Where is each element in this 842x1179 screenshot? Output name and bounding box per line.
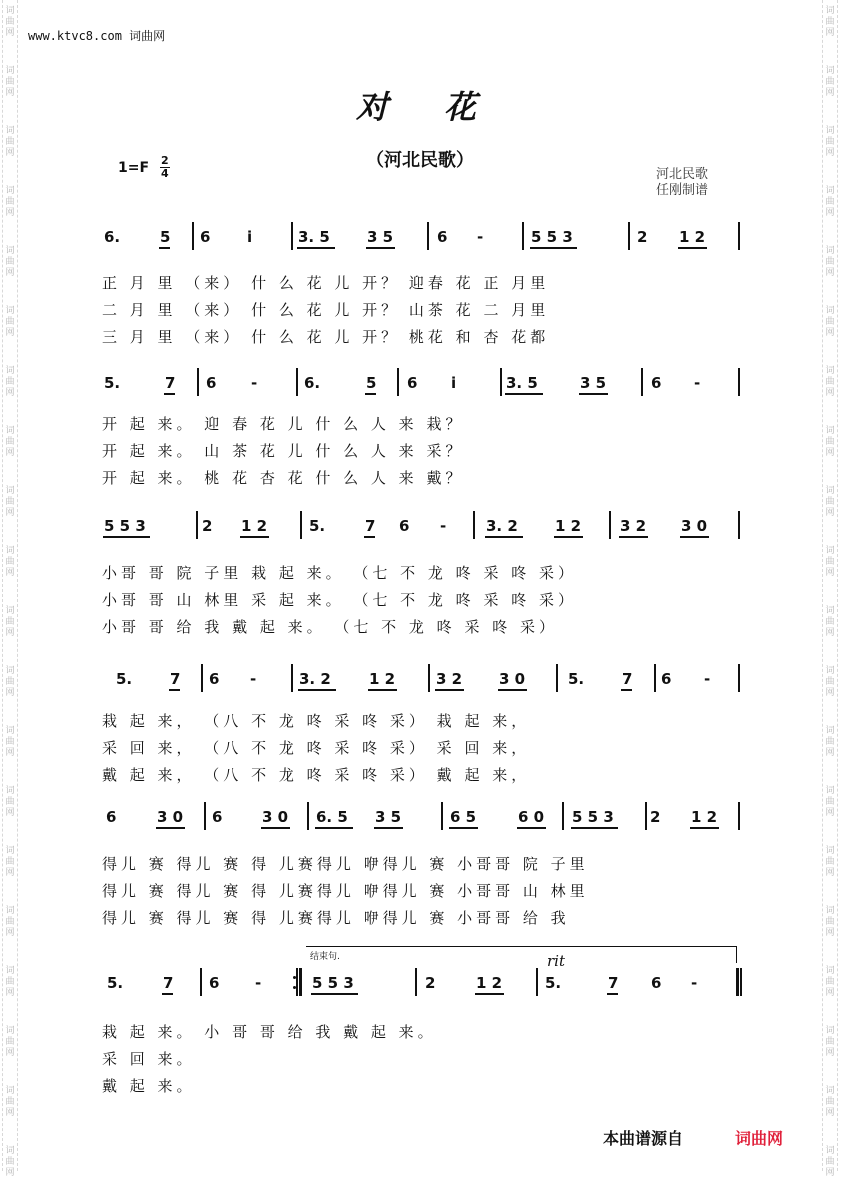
note-group: 6 — [407, 374, 418, 392]
note-group: 3 2 — [436, 670, 463, 688]
bar-line — [415, 968, 417, 996]
note-group: 6 — [206, 374, 217, 392]
lyric-line: 采 回 来， （八 不 龙 咚 采 咚 采） 采 回 来， — [102, 739, 531, 757]
note-group: 6 — [651, 974, 662, 992]
note-group: 6. — [104, 228, 121, 246]
note-group: - — [477, 228, 484, 246]
note-group: 7 — [608, 974, 619, 992]
watermark-glyphs: 词 曲 网 — [825, 846, 835, 878]
ritardando-mark: rit — [547, 952, 565, 970]
note-group: - — [440, 517, 447, 535]
watermark-glyphs: 词 曲 网 — [825, 726, 835, 758]
watermark-glyphs: 词 曲 网 — [825, 1026, 835, 1058]
time-signature-top: 2 — [161, 154, 169, 167]
note-group: 3. 2 — [299, 670, 331, 688]
note-group: 6 — [106, 808, 117, 826]
note-group: 5 5 3 — [104, 517, 146, 535]
note-group: 1 2 — [691, 808, 718, 826]
note-group: 5 — [160, 228, 171, 246]
note-group: 1 2 — [555, 517, 582, 535]
watermark-glyphs: 词 曲 网 — [5, 426, 15, 458]
beam-underline — [156, 827, 185, 829]
bar-line — [291, 222, 293, 250]
note-group: 5 — [366, 374, 377, 392]
note-group: 7 — [170, 670, 181, 688]
lyric-line: 戴 起 来， （八 不 龙 咚 采 咚 采） 戴 起 来， — [102, 766, 531, 784]
beam-underline — [311, 993, 358, 995]
eighth-underline — [621, 689, 632, 691]
watermark-glyphs: 词 曲 网 — [825, 666, 835, 698]
beam-underline — [517, 827, 546, 829]
note-group: 6 — [399, 517, 410, 535]
bar-line — [522, 222, 524, 250]
bar-line — [645, 802, 647, 830]
bar-line — [473, 511, 475, 539]
credit-arranger: 任刚制谱 — [656, 183, 709, 198]
bar-line — [296, 968, 298, 996]
site-url: www.ktvc8.com 词曲网 — [28, 29, 166, 43]
ending-label: 结束句. — [310, 952, 340, 962]
right-watermark-strip — [822, 0, 838, 1178]
beam-underline — [297, 247, 335, 249]
bar-line — [738, 664, 740, 692]
watermark-glyphs: 词 曲 网 — [5, 1146, 15, 1178]
note-group: 6 — [661, 670, 672, 688]
bar-line — [204, 802, 206, 830]
watermark-glyphs: 词 曲 网 — [5, 606, 15, 638]
note-group: 7 — [622, 670, 633, 688]
note-group: - — [691, 974, 698, 992]
note-group: 5. — [107, 974, 124, 992]
beam-underline — [103, 536, 150, 538]
watermark-glyphs: 词 曲 网 — [5, 966, 15, 998]
beam-underline — [498, 689, 527, 691]
lyric-line: 开 起 来。 迎 春 花 儿 什 么 人 来 栽？ — [102, 415, 465, 433]
bar-line — [536, 968, 538, 996]
bar-line — [427, 222, 429, 250]
watermark-glyphs: 词 曲 网 — [5, 846, 15, 878]
watermark-glyphs: 词 曲 网 — [5, 786, 15, 818]
bar-line — [654, 664, 656, 692]
footer-source — [603, 1126, 783, 1149]
note-group: 1 2 — [241, 517, 268, 535]
watermark-glyphs: 词 曲 网 — [5, 306, 15, 338]
time-signature-bottom: 4 — [161, 167, 169, 180]
eighth-underline — [607, 993, 618, 995]
note-group: 5. — [104, 374, 121, 392]
watermark-glyphs: 词 曲 网 — [825, 486, 835, 518]
ending-bracket — [306, 946, 737, 963]
watermark-glyphs: 词 曲 网 — [5, 366, 15, 398]
watermark-glyphs: 词 曲 网 — [825, 546, 835, 578]
note-group: 3 5 — [367, 228, 394, 246]
final-bar-thick — [736, 968, 739, 996]
note-group: 5. — [309, 517, 326, 535]
beam-underline — [571, 827, 618, 829]
watermark-glyphs: 词 曲 网 — [825, 906, 835, 938]
note-group: 5. — [545, 974, 562, 992]
time-signature — [160, 155, 170, 180]
watermark-glyphs: 词 曲 网 — [825, 366, 835, 398]
note-group: 3 0 — [157, 808, 184, 826]
note-group: 5 5 3 — [531, 228, 573, 246]
eighth-underline — [365, 393, 376, 395]
beam-underline — [240, 536, 269, 538]
beam-underline — [579, 393, 608, 395]
repeat-dot — [293, 986, 296, 989]
note-group: - — [704, 670, 711, 688]
beam-underline — [554, 536, 583, 538]
watermark-glyphs: 词 曲 网 — [825, 426, 835, 458]
bar-line — [500, 368, 502, 396]
bar-line — [609, 511, 611, 539]
lyric-line: 栽 起 来。 小 哥 哥 给 我 戴 起 来。 — [102, 1023, 437, 1041]
bar-line — [738, 802, 740, 830]
watermark-glyphs: 词 曲 网 — [825, 186, 835, 218]
watermark-glyphs: 词 曲 网 — [5, 666, 15, 698]
bar-line — [428, 664, 430, 692]
bar-line — [738, 511, 740, 539]
beam-underline — [485, 536, 523, 538]
note-group: 5. — [116, 670, 133, 688]
song-title: 对花 — [356, 88, 533, 126]
watermark-glyphs: 词 曲 网 — [5, 1026, 15, 1058]
lyric-line: 得儿 赛 得儿 赛 得 儿赛得儿 咿得儿 赛 小哥哥 山 林里 — [102, 882, 589, 900]
lyric-line: 小哥 哥 给 我 戴 起 来。 （七 不 龙 咚 采 咚 采） — [102, 618, 558, 636]
note-group: 2 — [202, 517, 213, 535]
repeat-bar — [299, 968, 302, 996]
footer-brand: 词曲网 — [735, 1129, 784, 1148]
beam-underline — [530, 247, 577, 249]
footer-label: 本曲谱源自 — [603, 1129, 684, 1148]
note-group: 6 — [209, 670, 220, 688]
note-group: - — [694, 374, 701, 392]
note-group: - — [251, 374, 258, 392]
bar-line — [196, 511, 198, 539]
bar-line — [201, 664, 203, 692]
note-group: 2 — [637, 228, 648, 246]
bar-line — [562, 802, 564, 830]
lyric-line: 得儿 赛 得儿 赛 得 儿赛得儿 咿得儿 赛 小哥哥 给 我 — [102, 909, 570, 927]
note-group: 1 2 — [476, 974, 503, 992]
watermark-glyphs: 词 曲 网 — [825, 966, 835, 998]
note-group: 6 0 — [518, 808, 545, 826]
watermark-glyphs: 词 曲 网 — [5, 1086, 15, 1118]
eighth-underline — [169, 689, 180, 691]
watermark-glyphs: 词 曲 网 — [825, 306, 835, 338]
note-group: 3 5 — [375, 808, 402, 826]
lyric-line: 开 起 来。 山 茶 花 儿 什 么 人 来 采？ — [102, 442, 465, 460]
bar-line — [296, 368, 298, 396]
watermark-glyphs: 词 曲 网 — [5, 546, 15, 578]
key-signature: 1=F — [118, 160, 150, 176]
bar-line — [291, 664, 293, 692]
left-watermark-strip — [2, 0, 18, 1178]
watermark-glyphs: 词 曲 网 — [5, 126, 15, 158]
beam-underline — [368, 689, 397, 691]
watermark-glyphs: 词 曲 网 — [825, 6, 835, 38]
note-group: 3 2 — [620, 517, 647, 535]
beam-underline — [366, 247, 395, 249]
lyric-line: 正 月 里 （来） 什 么 花 儿 开？ 迎春 花 正 月里 — [102, 274, 550, 292]
beam-underline — [690, 827, 719, 829]
watermark-glyphs: 词 曲 网 — [5, 726, 15, 758]
bar-line — [441, 802, 443, 830]
watermark-glyphs: 词 曲 网 — [825, 246, 835, 278]
note-group: 2 — [425, 974, 436, 992]
lyric-line: 采 回 来。 — [102, 1050, 196, 1068]
bar-line — [192, 222, 194, 250]
bar-line — [556, 664, 558, 692]
song-subtitle: （河北民歌） — [366, 150, 474, 171]
watermark-glyphs: 词 曲 网 — [825, 66, 835, 98]
lyric-line: 二 月 里 （来） 什 么 花 儿 开？ 山茶 花 二 月里 — [102, 301, 550, 319]
note-group: 1 2 — [679, 228, 706, 246]
credit-origin: 河北民歌 — [656, 167, 709, 182]
note-group: 3. 5 — [298, 228, 330, 246]
bar-line — [197, 368, 199, 396]
watermark-glyphs: 词 曲 网 — [825, 786, 835, 818]
bar-line — [738, 368, 740, 396]
eighth-underline — [162, 993, 173, 995]
beam-underline — [435, 689, 464, 691]
watermark-glyphs: 词 曲 网 — [5, 246, 15, 278]
beam-underline — [505, 393, 543, 395]
note-group: 7 — [365, 517, 376, 535]
watermark-glyphs: 词 曲 网 — [5, 66, 15, 98]
lyric-line: 三 月 里 （来） 什 么 花 儿 开？ 桃花 和 杏 花都 — [102, 328, 550, 346]
note-group: - — [250, 670, 257, 688]
beam-underline — [619, 536, 648, 538]
note-group: 6. 5 — [316, 808, 348, 826]
watermark-glyphs: 词 曲 网 — [5, 186, 15, 218]
note-group: 3 0 — [262, 808, 289, 826]
note-group: 3 0 — [681, 517, 708, 535]
watermark-glyphs: 词 曲 网 — [825, 606, 835, 638]
note-group: 3 5 — [580, 374, 607, 392]
bar-line — [300, 511, 302, 539]
repeat-dot — [293, 976, 296, 979]
beam-underline — [298, 689, 336, 691]
watermark-glyphs: 词 曲 网 — [825, 1086, 835, 1118]
beam-underline — [449, 827, 478, 829]
beam-underline — [680, 536, 709, 538]
lyric-line: 得儿 赛 得儿 赛 得 儿赛得儿 咿得儿 赛 小哥哥 院 子里 — [102, 855, 589, 873]
note-group: 6 — [200, 228, 211, 246]
note-group: 2 — [650, 808, 661, 826]
note-group: 6 5 — [450, 808, 477, 826]
lyric-line: 小哥 哥 院 子里 栽 起 来。 （七 不 龙 咚 采 咚 采） — [102, 564, 577, 582]
beam-underline — [678, 247, 707, 249]
note-group: 6 — [437, 228, 448, 246]
note-group: 6. — [304, 374, 321, 392]
eighth-underline — [159, 247, 170, 249]
watermark-glyphs: 词 曲 网 — [825, 126, 835, 158]
note-group: 6 — [212, 808, 223, 826]
note-group: 3 0 — [499, 670, 526, 688]
watermark-glyphs: 词 曲 网 — [5, 906, 15, 938]
note-group: 5 5 3 — [572, 808, 614, 826]
bar-line — [628, 222, 630, 250]
lyric-line: 栽 起 来， （八 不 龙 咚 采 咚 采） 栽 起 来， — [102, 712, 531, 730]
bar-line — [641, 368, 643, 396]
note-group: 7 — [163, 974, 174, 992]
note-group: 5 5 3 — [312, 974, 354, 992]
note-group: 6 — [209, 974, 220, 992]
watermark-glyphs: 词 曲 网 — [5, 6, 15, 38]
beam-underline — [315, 827, 353, 829]
note-group: 1 2 — [369, 670, 396, 688]
lyric-line: 开 起 来。 桃 花 杏 花 什 么 人 来 戴？ — [102, 469, 465, 487]
beam-underline — [261, 827, 290, 829]
beam-underline — [374, 827, 403, 829]
note-group: 5. — [568, 670, 585, 688]
lyric-line: 小哥 哥 山 林里 采 起 来。 （七 不 龙 咚 采 咚 采） — [102, 591, 577, 609]
note-group: 3. 2 — [486, 517, 518, 535]
watermark-glyphs: 词 曲 网 — [5, 486, 15, 518]
note-group: 3. 5 — [506, 374, 538, 392]
eighth-underline — [164, 393, 175, 395]
eighth-underline — [364, 536, 375, 538]
bar-line — [397, 368, 399, 396]
bar-line — [200, 968, 202, 996]
bar-line — [740, 968, 742, 996]
note-group: i — [247, 228, 253, 246]
note-group: i — [451, 374, 457, 392]
note-group: 6 — [651, 374, 662, 392]
beam-underline — [475, 993, 504, 995]
note-group: 7 — [165, 374, 176, 392]
watermark-glyphs: 词 曲 网 — [825, 1146, 835, 1178]
note-group: - — [255, 974, 262, 992]
lyric-line: 戴 起 来。 — [102, 1077, 196, 1095]
bar-line — [307, 802, 309, 830]
bar-line — [738, 222, 740, 250]
